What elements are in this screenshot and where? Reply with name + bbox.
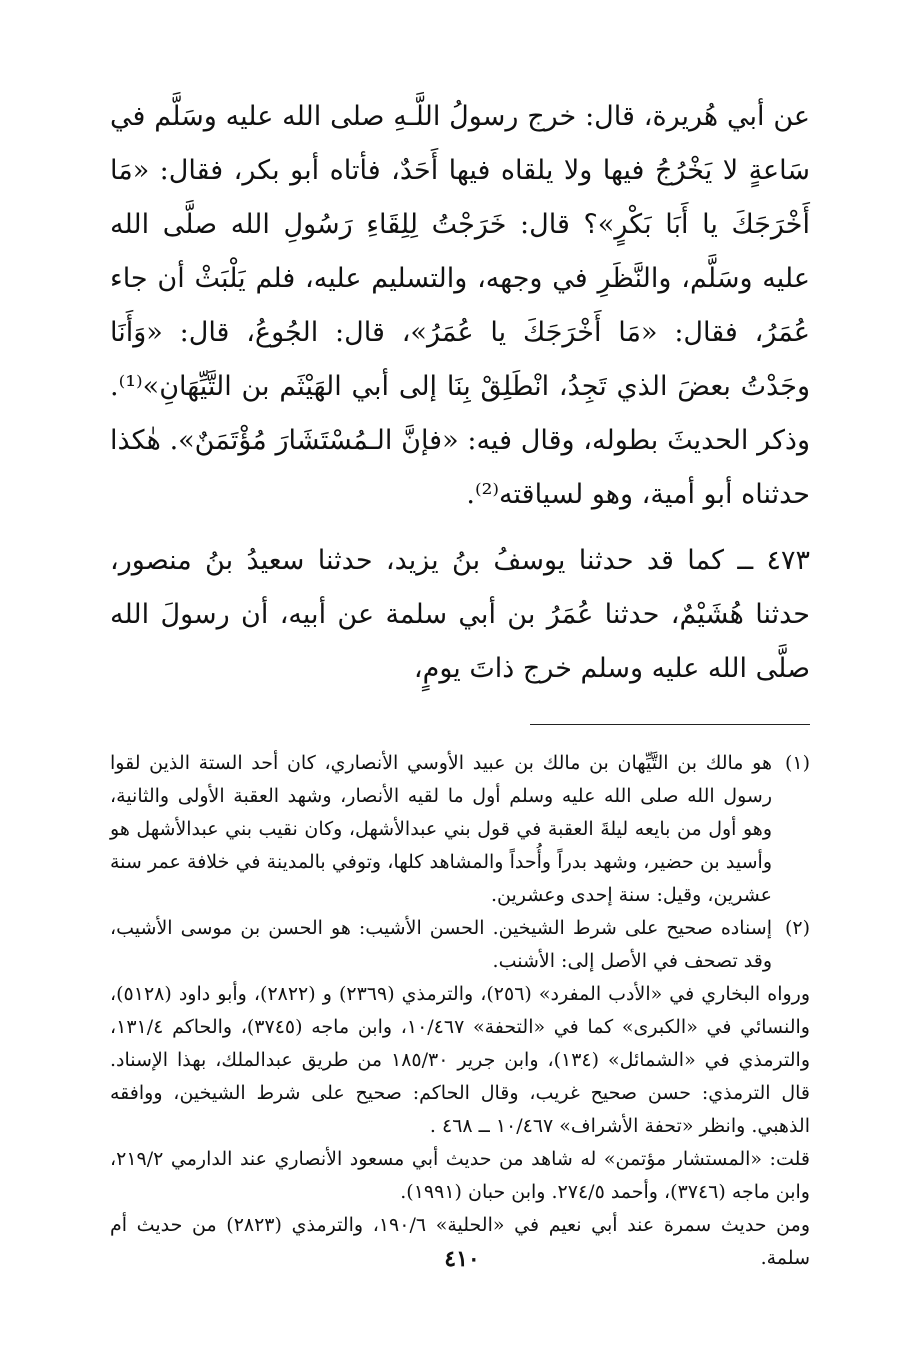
text-line: إلى أبي الهَيْثَم بن التَّيِّهَانِ»⁽¹⁾. وذكر الحديثَ بطوله، وقال فيه: «فإنَّ	[110, 371, 810, 456]
hadith-473	[110, 534, 810, 696]
footnote-text: إسناده صحيح على شرط الشيخين. الحسن الأشيب: هو الحسن بن موسى الأشيب، وقد تصحف في الأصل إلى: الأشنب.	[110, 917, 772, 972]
text-line: عن أبي هُريرة، قال: خرج رسولُ اللَّـهِ صلى الله عليه وسَلَّم في	[110, 101, 810, 132]
page-content	[110, 90, 810, 1275]
text-line: الـمُسْتَشَارَ مُؤْتَمَنٌ». هٰكذا حدثناه أبو أمية، وهو لسياقته⁽²⁾.	[110, 425, 810, 510]
footnote-number: (٢)	[784, 917, 810, 939]
page-number: ٤١٠	[444, 1246, 480, 1272]
footnote-paragraph: ورواه البخاري في «الأدب المفرد» (٢٥٦)، والترمذي (٢٣٦٩) و (٢٨٢٢)، وأبو داود (٥١٢٨)، والنسائي في «الكبرى» كما في «التحفة» ١٠/٤٦٧، وابن ماجه (٣٧٤٥)، والحاكم ١٣١/٤، والترمذي في «الشمائل» (١٣٤)، وابن جرير ١٨٥/٣٠ من طريق عبدالملك، بهذا الإسناد. قال الترمذي: حسن صحيح غريب، وقال الحاكم: صحيح على شرط الشيخين، ووافقه الذهبي. وانظر «تحفة الأشراف» ١٠/٤٦٧ ــ ٤٦٨ .	[110, 983, 811, 1137]
text-line: ٤٧٣ ــ كما قد حدثنا يوسفُ بنُ يزيد، حدثنا سعيدُ بنُ منصور،	[110, 545, 810, 576]
main-text	[110, 90, 810, 696]
footnote-paragraph: ومن حديث سمرة عند أبي نعيم في «الحلية» ١٩٠/٦، والترمذي (٢٨٢٣) من حديث أم سلمة.	[110, 1214, 810, 1269]
text-line: حدثنا هُشَيْمٌ، حدثنا عُمَرُ بن أبي سلمة	[385, 599, 810, 630]
footnote-divider	[530, 724, 810, 725]
hadith-text	[110, 90, 810, 522]
text-line: عن أبيه، أن رسولَ الله صلَّى الله عليه وسلم خرج ذاتَ يومٍ،	[110, 599, 810, 684]
text-line: في وجهه، والتسليم عليه، فلم يَلْبَثْ أن جاء عُمَرُ، فقال: «مَا أَخْرَجَكَ	[110, 263, 810, 348]
footnote-number: (١)	[784, 752, 810, 774]
text-line: يا أَبَا بَكْرٍ»؟ قال: خَرَجْتُ لِلِقَاءِ رَسُولِ الله صلَّى الله عليه وسَلَّم، والنَّظَرِ	[110, 209, 810, 294]
text-line: يا عُمَرُ»، قال: الجُوعُ، قال: «وَأَنَا وجَدْتُ بعضَ الذي تَجِدُ، انْطَلِقْ بِنَا	[110, 317, 810, 402]
footnotes	[110, 747, 810, 1275]
footnote-text: هو مالك بن التَّيِّهان بن مالك بن عبيد الأوسي الأنصاري، كان أحد الستة الذين لقوا رسول الله صلى الله عليه وسلم أول ما لقيه الأنصار، وشهد العقبة الأولى والثانية، وهو أول من بايعه ليلةَ العقبة في قول بني عبدالأشهل، وكان نقيب بني عبدالأشهل هو وأسيد بن حضير، وشهد بدراً وأُحداً والمشاهد كلها، وتوفي بالمدينة في خلافة عمر سنة عشرين، وقيل: سنة إحدى وعشرين.	[110, 752, 772, 906]
text-line: سَاعةٍ لا يَخْرُجُ فيها ولا يلقاه فيها أَحَدٌ، فأتاه أبو بكر، فقال: «مَا أَخْرَجَكَ	[110, 155, 810, 240]
footnote-1	[110, 747, 810, 912]
footnote-2	[110, 912, 810, 978]
footnote-paragraph: قلت: «المستشار مؤتمن» له شاهد من حديث أبي مسعود الأنصاري عند الدارمي ٢١٩/٢، وابن ماجه (٣٧٤٦)، وأحمد ٢٧٤/٥. وابن حبان (١٩٩١).	[110, 1148, 810, 1203]
